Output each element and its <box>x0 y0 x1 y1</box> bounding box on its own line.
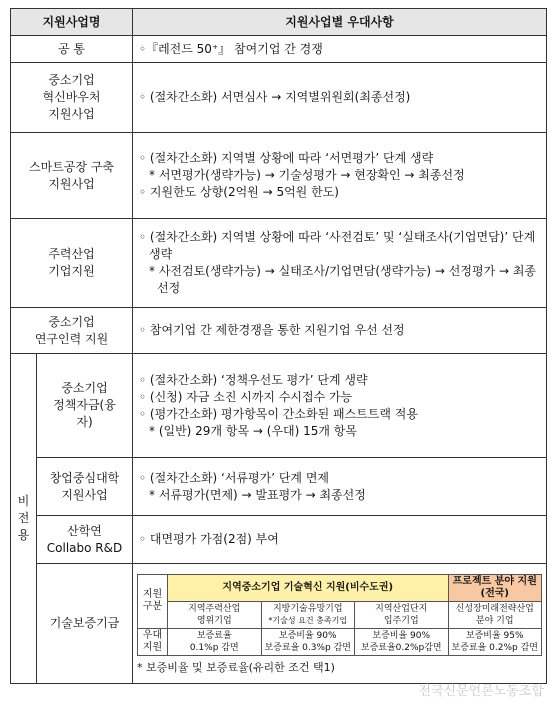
corner-line: 지원 <box>142 589 163 600</box>
header-row <box>11 9 547 36</box>
name-line: 연구인력 지원 <box>34 331 109 346</box>
watermark: 전국신문언론노동조합 <box>418 684 544 699</box>
desc-line: ◦ (신청) 자금 소진 시까지 수시접수 가능 <box>139 389 353 404</box>
row-smart-factory-name <box>11 133 133 219</box>
desc-line: ◦ (절차간소화) ‘서류평가’ 단계 면제 <box>139 470 330 485</box>
row-rnd-staff <box>11 308 547 354</box>
desc-line: ◦ (평가간소화) 평가항목이 간소화된 패스트트랙 적용 <box>139 406 418 421</box>
sub-col-3 <box>355 601 449 628</box>
desc-line: 선정 <box>157 281 181 295</box>
sub-row-label <box>138 628 168 655</box>
col-line: 지역주력산업 <box>188 603 241 614</box>
col-line: 영위기업 <box>196 615 232 626</box>
desc-line: ◦ (절차간소화) 서면심사 → 지역별위원회(최종선정) <box>139 90 411 104</box>
row-rnd-staff-name <box>11 308 133 354</box>
name-line: 기업지원 <box>48 264 95 278</box>
name-line: 스마트공장 구축 <box>29 159 114 174</box>
row-sme-voucher-desc <box>133 63 547 133</box>
name-line: 산학연 <box>67 523 102 538</box>
row-common-name: 공 통 <box>11 36 133 63</box>
value-line: 보증비율 90% <box>372 630 431 641</box>
sub-group-project: 프로젝트 분야 지원(전국) <box>448 574 542 601</box>
col-line: 입주기업 <box>383 615 419 626</box>
label-char: 용 <box>17 528 30 542</box>
value-line: 0.1%p 감면 <box>189 642 239 653</box>
name-line: 지원사업 <box>48 176 95 191</box>
desc-line: ◦ 대면평가 가점(2점) 부여 <box>139 532 279 546</box>
guarantee-note: * 보증비율 및 보증료율(유리한 조건 택1) <box>137 660 335 674</box>
row-smart-factory-desc <box>133 133 547 219</box>
sub-col-4 <box>448 601 542 628</box>
row-policy-fund <box>11 354 547 458</box>
desc-line: ◦ 지원한도 상향(2억원 → 5억원 한도) <box>139 185 339 199</box>
desc-line: ◦ (절차간소화) 지역별 상황에 따라 ‘사전검토’ 및 ‘실태조사(기업면담)’ 단계 <box>139 230 536 244</box>
value-line: 보증료율 0.3%p 감면 <box>264 642 351 653</box>
row-collabo <box>11 516 547 564</box>
desc-line: ◦ (절차간소화) 지역별 상황에 따라 ‘서면평가’ 단계 생략 <box>139 151 434 165</box>
header-program: 지원사업명 <box>11 9 133 36</box>
label-char: 비 <box>17 494 30 508</box>
row-rnd-staff-desc <box>133 308 547 354</box>
name-line: 지원사업 <box>48 107 95 121</box>
value-line: 보증료율 <box>196 630 232 641</box>
row-main-industry-desc <box>133 219 547 308</box>
name-line: 창업중심대학 <box>49 470 120 485</box>
desc-line: * 서류평가(면제) → 발표평가 → 최종선정 <box>149 487 366 502</box>
row-guarantee-name: 기술보증기금 <box>37 564 133 684</box>
row-main-industry <box>11 219 547 308</box>
col-line: 지방기술유망기업 <box>272 603 343 614</box>
row-collabo-name <box>37 516 133 564</box>
desc-line: * 서면평가(생략가능) → 기술성평가 → 현장확인 → 최종선정 <box>149 168 465 182</box>
sub-corner <box>138 574 168 628</box>
col-line: *기술성 요건 충족기업 <box>268 615 348 625</box>
row-common <box>11 36 547 63</box>
sub-group-row <box>138 574 542 601</box>
common-line: ◦『레전드 50⁺』 참여기업 간 경쟁 <box>139 41 323 56</box>
sub-value-3 <box>355 628 449 655</box>
sub-value-4 <box>448 628 542 655</box>
sub-value-2 <box>261 628 355 655</box>
nonfinance-label <box>11 354 37 684</box>
name-line: 지원사업 <box>61 487 108 502</box>
row-label-line: 지원 <box>142 641 163 653</box>
row-startup <box>11 458 547 516</box>
desc-line: ◦ 참여기업 간 제한경쟁을 통한 지원기업 우선 선정 <box>139 323 405 337</box>
row-sme-voucher-name <box>11 63 133 133</box>
value-line: 보증비율 95% <box>465 630 524 641</box>
row-startup-desc <box>133 458 547 516</box>
row-smart-factory <box>11 133 547 219</box>
sub-group-regional: 지역중소기업 기술혁신 지원(비수도권) <box>168 574 449 601</box>
row-startup-name <box>37 458 133 516</box>
row-collabo-desc <box>133 516 547 564</box>
name-line: 주력산업 <box>48 247 95 261</box>
sub-col-2 <box>261 601 355 628</box>
guarantee-subtable <box>137 574 542 656</box>
corner-line: 구분 <box>142 601 163 612</box>
row-guarantee <box>11 564 547 684</box>
name-line: 정책자금(융 <box>53 398 116 412</box>
desc-line: * 사전검토(생략가능) → 실태조사/기업면담(생략가능) → 선정평가 → 최종 <box>149 264 537 278</box>
name-line: 중소기업 <box>61 381 108 395</box>
name-line: 중소기업 <box>48 73 95 87</box>
row-guarantee-desc <box>133 564 547 684</box>
desc-line: 생략 <box>149 247 173 261</box>
name-line: 혁신바우처 <box>42 90 101 104</box>
name-line: Collabo R&D <box>46 540 123 555</box>
sub-value-row <box>138 628 542 655</box>
name-line: 자) <box>76 415 93 429</box>
value-line: 보증료율 0.2%p 감면 <box>451 642 538 653</box>
support-table <box>10 8 547 684</box>
sub-value-1 <box>168 628 262 655</box>
row-policy-fund-desc <box>133 354 547 458</box>
col-line: 분야 기업 <box>475 615 514 626</box>
row-main-industry-name <box>11 219 133 308</box>
value-line: 보증료율0.2%p감면 <box>360 642 442 653</box>
value-line: 보증비율 90% <box>278 630 337 641</box>
row-label-line: 우대 <box>142 629 163 641</box>
sub-col-row <box>138 601 542 628</box>
desc-line: ◦ (절차간소화) ‘정책우선도 평가’ 단계 생략 <box>139 372 368 387</box>
desc-line: * (일반) 29개 항목 → (우대) 15개 항목 <box>149 423 357 438</box>
row-policy-fund-name <box>37 354 133 458</box>
col-line: 신성장미래전략산업 <box>455 603 534 614</box>
name-line: 중소기업 <box>48 314 95 329</box>
label-char: 전 <box>17 511 30 525</box>
row-sme-voucher <box>11 63 547 133</box>
header-benefits: 지원사업별 우대사항 <box>133 9 547 36</box>
row-common-desc <box>133 36 547 63</box>
col-line: 지역산업단지 <box>375 603 428 614</box>
sub-col-1 <box>168 601 262 628</box>
